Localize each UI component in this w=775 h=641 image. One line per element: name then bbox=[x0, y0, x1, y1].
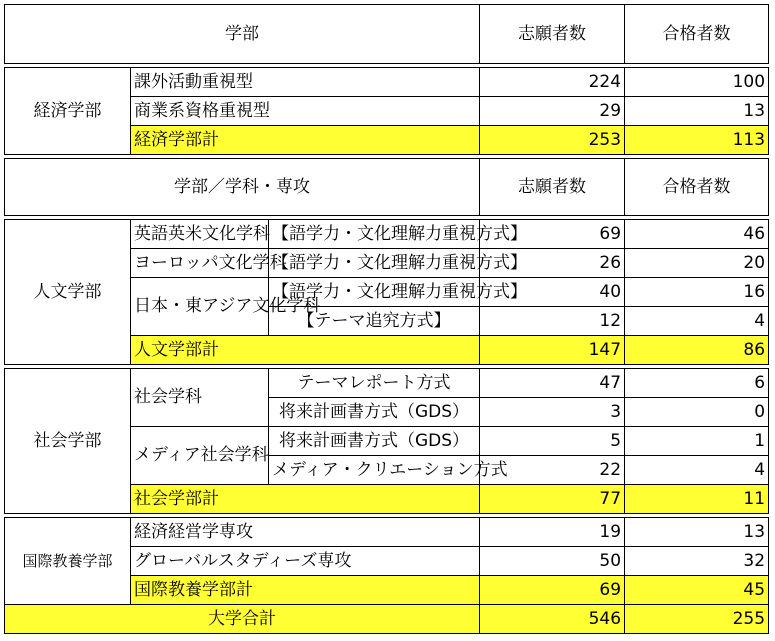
passed-cell: 100 bbox=[625, 68, 769, 97]
faculty-shakai: 社会学部 bbox=[5, 369, 131, 514]
header-row bbox=[5, 159, 769, 216]
subtotal-applicants: 253 bbox=[480, 126, 625, 155]
grand-total-passed: 255 bbox=[625, 605, 769, 634]
passed-cell: 1 bbox=[625, 427, 769, 456]
table-row bbox=[5, 369, 769, 398]
passed-cell: 0 bbox=[625, 398, 769, 427]
passed-cell: 32 bbox=[625, 547, 769, 576]
subtotal-label: 人文学部計 bbox=[131, 336, 480, 365]
header-applicants: 志願者数 bbox=[480, 159, 625, 216]
applicants-cell: 12 bbox=[480, 307, 625, 336]
admissions-table bbox=[4, 4, 769, 634]
applicants-cell: 69 bbox=[480, 220, 625, 249]
course-label: 課外活動重視型 bbox=[131, 68, 480, 97]
method-label: 将来計画書方式（GDS） bbox=[269, 427, 480, 456]
method-label: 【語学力・文化理解力重視方式】 bbox=[269, 220, 480, 249]
passed-cell: 4 bbox=[625, 456, 769, 485]
subtotal-label: 社会学部計 bbox=[131, 485, 480, 514]
applicants-cell: 40 bbox=[480, 278, 625, 307]
table-row bbox=[5, 220, 769, 249]
passed-cell: 20 bbox=[625, 249, 769, 278]
passed-cell: 13 bbox=[625, 97, 769, 126]
faculty-keizai: 経済学部 bbox=[5, 68, 131, 155]
subtotal-applicants: 77 bbox=[480, 485, 625, 514]
method-label: 【テーマ追究方式】 bbox=[269, 307, 480, 336]
dept-label: 日本・東アジア文化学科 bbox=[131, 278, 269, 336]
subtotal-applicants: 69 bbox=[480, 576, 625, 605]
header-department: 学部／学科・専攻 bbox=[5, 159, 480, 216]
applicants-cell: 3 bbox=[480, 398, 625, 427]
header-department: 学部 bbox=[5, 5, 480, 64]
header-row bbox=[5, 5, 769, 64]
faculty-jinbun: 人文学部 bbox=[5, 220, 131, 365]
dept-label: 社会学科 bbox=[131, 369, 269, 427]
course-label: 商業系資格重視型 bbox=[131, 97, 480, 126]
subtotal-passed: 86 bbox=[625, 336, 769, 365]
header-passed: 合格者数 bbox=[625, 5, 769, 64]
subtotal-passed: 11 bbox=[625, 485, 769, 514]
applicants-cell: 19 bbox=[480, 518, 625, 547]
grand-total-applicants: 546 bbox=[480, 605, 625, 634]
passed-cell: 6 bbox=[625, 369, 769, 398]
grand-total-label: 大学合計 bbox=[5, 605, 480, 634]
method-label: メディア・クリエーション方式 bbox=[269, 456, 480, 485]
subtotal-label: 国際教養学部計 bbox=[131, 576, 480, 605]
passed-cell: 13 bbox=[625, 518, 769, 547]
applicants-cell: 5 bbox=[480, 427, 625, 456]
applicants-cell: 29 bbox=[480, 97, 625, 126]
header-passed: 合格者数 bbox=[625, 159, 769, 216]
table-row bbox=[5, 68, 769, 97]
method-label: 【語学力・文化理解力重視方式】 bbox=[269, 278, 480, 307]
course-label: グローバルスタディーズ専攻 bbox=[131, 547, 480, 576]
dept-label: 英語英米文化学科 bbox=[131, 220, 269, 249]
applicants-cell: 26 bbox=[480, 249, 625, 278]
applicants-cell: 224 bbox=[480, 68, 625, 97]
header-applicants: 志願者数 bbox=[480, 5, 625, 64]
method-label: テーマレポート方式 bbox=[269, 369, 480, 398]
applicants-cell: 47 bbox=[480, 369, 625, 398]
dept-label: メディア社会学科 bbox=[131, 427, 269, 485]
course-label: 経済経営学専攻 bbox=[131, 518, 480, 547]
subtotal-applicants: 147 bbox=[480, 336, 625, 365]
method-label: 将来計画書方式（GDS） bbox=[269, 398, 480, 427]
faculty-kokusai: 国際教養学部 bbox=[5, 518, 131, 605]
grand-total-row bbox=[5, 605, 769, 634]
passed-cell: 4 bbox=[625, 307, 769, 336]
dept-label: ヨーロッパ文化学科 bbox=[131, 249, 269, 278]
subtotal-passed: 113 bbox=[625, 126, 769, 155]
subtotal-passed: 45 bbox=[625, 576, 769, 605]
applicants-cell: 50 bbox=[480, 547, 625, 576]
method-label: 【語学力・文化理解力重視方式】 bbox=[269, 249, 480, 278]
passed-cell: 46 bbox=[625, 220, 769, 249]
applicants-cell: 22 bbox=[480, 456, 625, 485]
table-row bbox=[5, 518, 769, 547]
subtotal-label: 経済学部計 bbox=[131, 126, 480, 155]
passed-cell: 16 bbox=[625, 278, 769, 307]
